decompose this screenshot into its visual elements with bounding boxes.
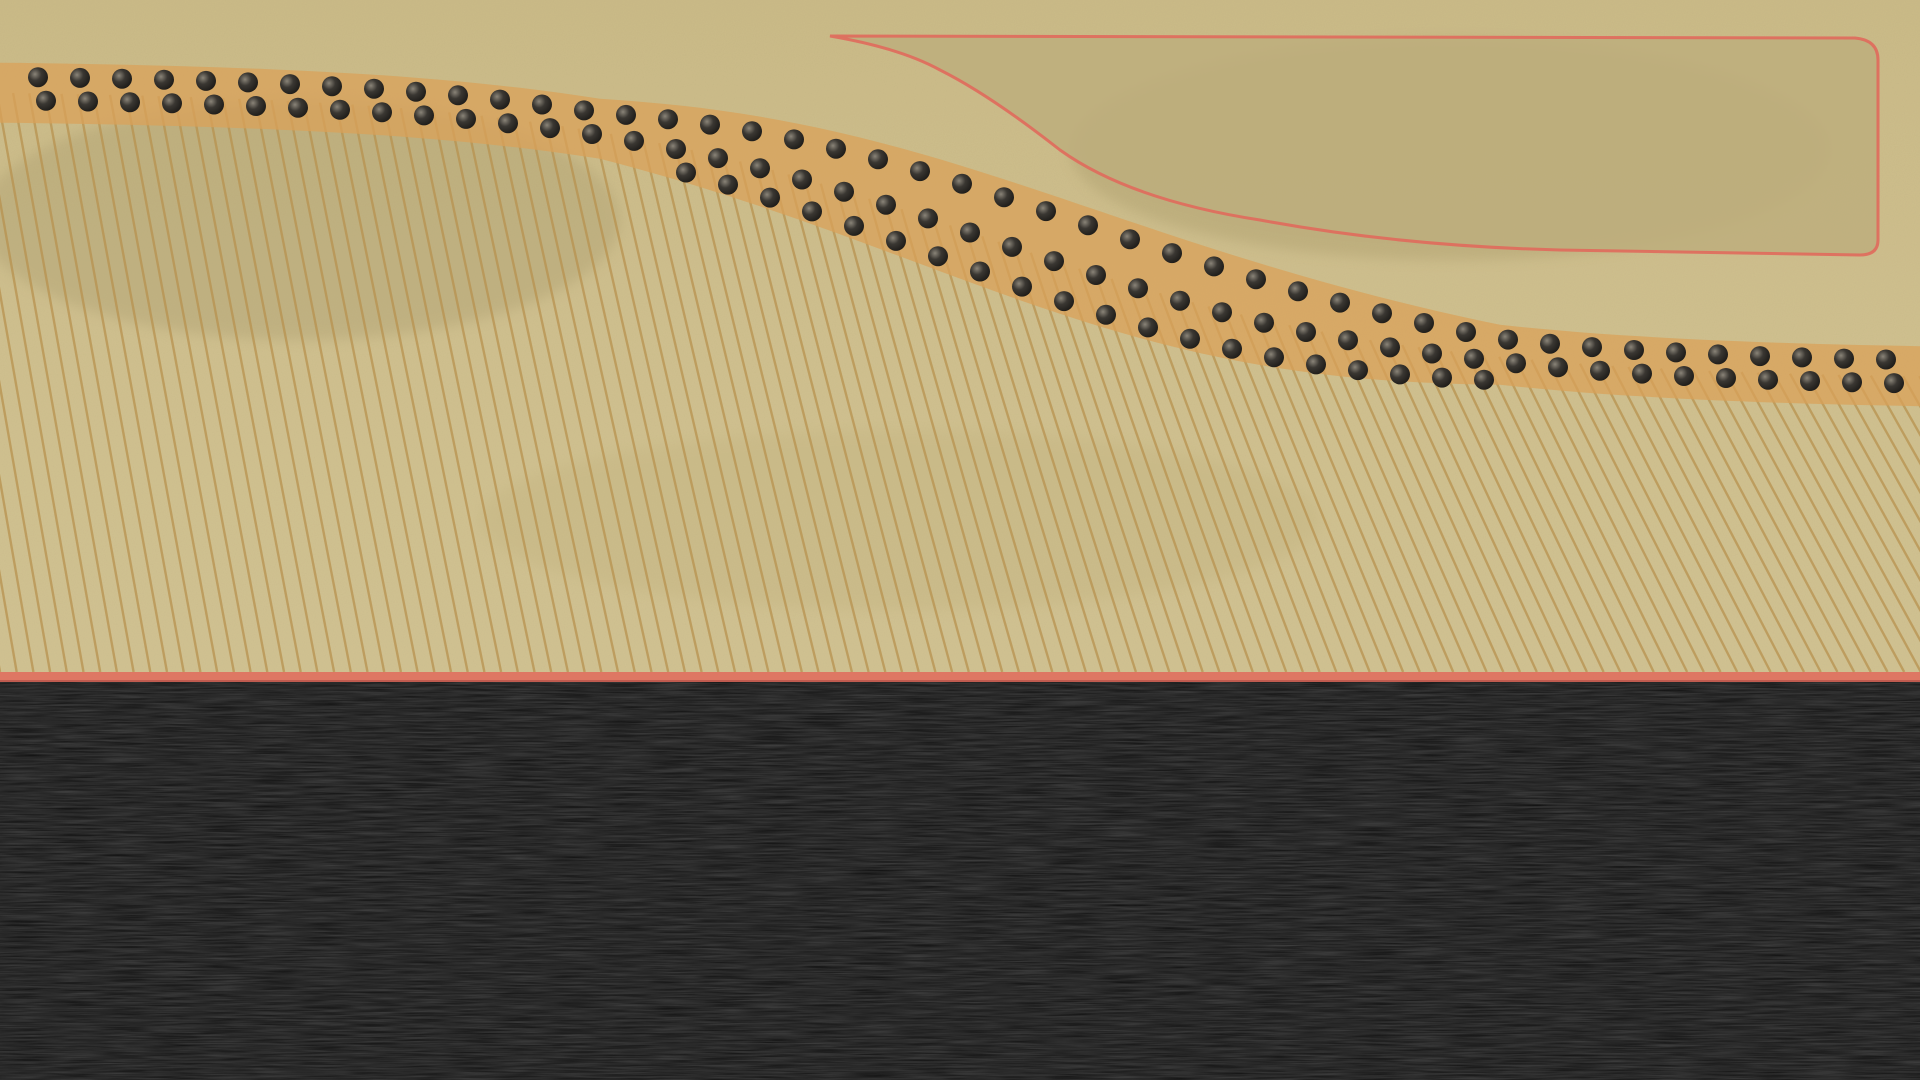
tuning-pin <box>1044 251 1064 271</box>
tuning-pin <box>112 69 132 89</box>
tuning-pin <box>372 102 392 122</box>
tuning-pin <box>742 121 762 141</box>
tuning-pin <box>960 223 980 243</box>
tuning-pin <box>708 148 728 168</box>
tuning-pin <box>1624 340 1644 360</box>
tuning-pin <box>1422 344 1442 364</box>
tuning-pin <box>196 71 216 91</box>
tuning-pin <box>70 68 90 88</box>
tuning-pin <box>792 170 812 190</box>
tuning-pin <box>246 96 266 116</box>
tuning-pin <box>910 161 930 181</box>
tuning-pin <box>1222 339 1242 359</box>
tuning-pin <box>1180 329 1200 349</box>
tuning-pin <box>676 163 696 183</box>
tuning-pin <box>952 174 972 194</box>
tuning-pin <box>582 124 602 144</box>
tuning-pin <box>826 139 846 159</box>
tuning-pin <box>364 79 384 99</box>
tuning-pin <box>1254 313 1274 333</box>
tuning-pin <box>1264 347 1284 367</box>
tuning-pin <box>1338 330 1358 350</box>
tuning-pin <box>1716 368 1736 388</box>
tuning-pin <box>1632 364 1652 384</box>
tuning-pin <box>1590 361 1610 381</box>
tuning-pin <box>1464 349 1484 369</box>
tuning-pin <box>718 175 738 195</box>
tuning-pin <box>1884 373 1904 393</box>
tuning-pin <box>280 74 300 94</box>
tuning-pin <box>1120 229 1140 249</box>
tuning-pin <box>1474 370 1494 390</box>
tuning-pin <box>844 216 864 236</box>
tuning-pin <box>1432 368 1452 388</box>
tuning-pin <box>876 195 896 215</box>
tuning-pin <box>1666 342 1686 362</box>
tuning-pin <box>204 95 224 115</box>
tuning-pin <box>1456 322 1476 342</box>
tuning-pin <box>36 91 56 111</box>
tuning-pin <box>532 95 552 115</box>
tuning-pin <box>1800 371 1820 391</box>
tuning-pin <box>456 109 476 129</box>
tuning-pin <box>330 100 350 120</box>
tuning-pin <box>1582 337 1602 357</box>
tuning-pin <box>666 139 686 159</box>
tuning-pin <box>1876 350 1896 370</box>
tuning-pin <box>700 115 720 135</box>
tuning-pin <box>154 70 174 90</box>
tuning-pin <box>1708 344 1728 364</box>
tuning-pin <box>490 90 510 110</box>
piano-lid-texture <box>0 682 1920 1080</box>
tuning-pin <box>868 149 888 169</box>
tuning-pin <box>574 100 594 120</box>
tuning-pin <box>1054 291 1074 311</box>
tuning-pin <box>1750 346 1770 366</box>
tuning-pin <box>414 105 434 125</box>
tuning-pin <box>928 246 948 266</box>
tuning-pin <box>28 67 48 87</box>
tuning-pin <box>834 182 854 202</box>
tuning-pin <box>1012 277 1032 297</box>
tuning-pin <box>1162 243 1182 263</box>
tuning-pin <box>1674 366 1694 386</box>
tuning-pin <box>1842 372 1862 392</box>
tuning-pin <box>1548 357 1568 377</box>
tuning-pin <box>238 72 258 92</box>
tuning-pin <box>886 231 906 251</box>
tuning-pin <box>1036 201 1056 221</box>
tuning-pin <box>1288 281 1308 301</box>
tuning-pin <box>1296 322 1316 342</box>
tuning-pin <box>1498 330 1518 350</box>
tuning-pin <box>1246 269 1266 289</box>
tuning-pin <box>1792 347 1812 367</box>
tuning-pin <box>1330 293 1350 313</box>
tuning-pin <box>1096 305 1116 325</box>
tuning-pin <box>994 187 1014 207</box>
tuning-pin <box>1204 256 1224 276</box>
tuning-pin <box>760 188 780 208</box>
tuning-pin <box>1086 265 1106 285</box>
tuning-pin <box>406 82 426 102</box>
tuning-pin <box>1212 302 1232 322</box>
tuning-pin <box>750 158 770 178</box>
tuning-pin <box>1758 370 1778 390</box>
tuning-pin <box>1002 237 1022 257</box>
tuning-pin <box>1128 278 1148 298</box>
tuning-pin <box>498 113 518 133</box>
tuning-pin <box>1306 354 1326 374</box>
tuning-pin <box>1078 215 1098 235</box>
tuning-pin <box>1372 303 1392 323</box>
tuning-pin <box>1390 364 1410 384</box>
tuning-pin <box>540 118 560 138</box>
tuning-pin <box>78 92 98 112</box>
tuning-pin <box>1348 360 1368 380</box>
tuning-pin <box>120 92 140 112</box>
tuning-pin <box>1540 334 1560 354</box>
tuning-pin <box>162 93 182 113</box>
tuning-pin <box>918 208 938 228</box>
tuning-pin <box>322 76 342 96</box>
tuning-pin <box>802 201 822 221</box>
tuning-pin <box>658 109 678 129</box>
rim-line <box>0 672 1920 682</box>
tuning-pin <box>448 85 468 105</box>
tuning-pin <box>1170 291 1190 311</box>
tuning-pin <box>616 105 636 125</box>
tuning-pin <box>624 131 644 151</box>
tuning-pin <box>288 98 308 118</box>
tuning-pin <box>784 129 804 149</box>
tuning-pin <box>1414 313 1434 333</box>
tuning-pin <box>1834 349 1854 369</box>
tuning-pin <box>1380 337 1400 357</box>
tuning-pin <box>1506 353 1526 373</box>
tuning-pin <box>970 262 990 282</box>
tuning-pin <box>1138 317 1158 337</box>
